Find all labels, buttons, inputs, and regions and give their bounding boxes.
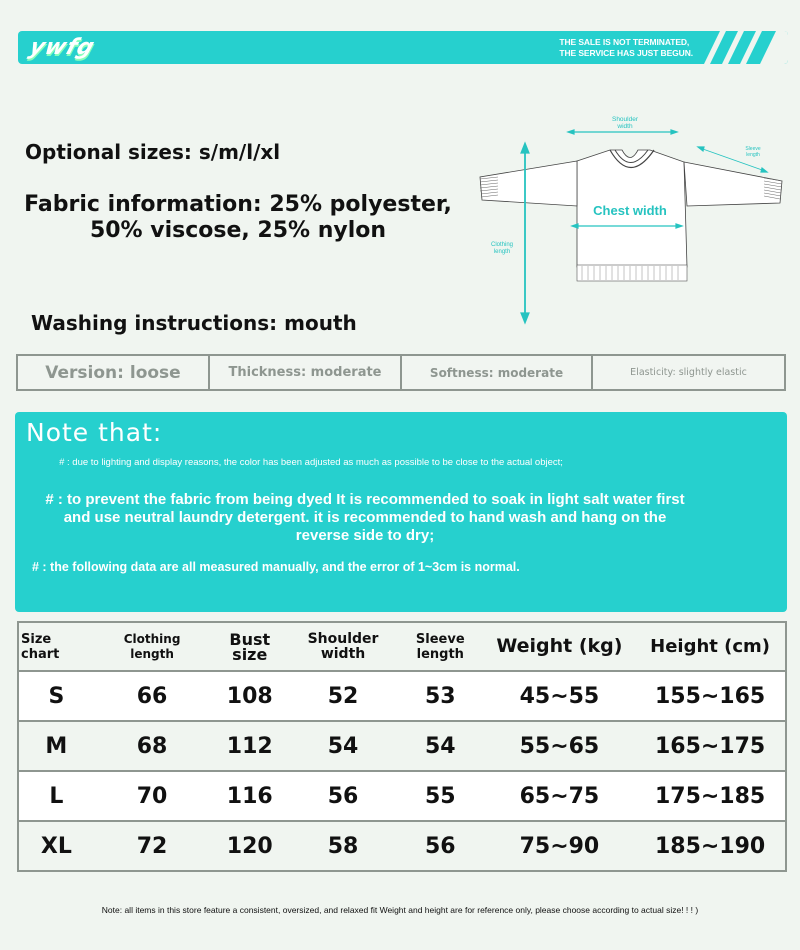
clothing-length-label <box>482 242 522 256</box>
table-row <box>18 771 786 821</box>
cell-sleeve-length: 55 <box>397 771 484 821</box>
banner-tagline <box>559 37 693 59</box>
cell-weight: 45~55 <box>484 671 636 721</box>
table-row <box>18 671 786 721</box>
fabric-line-2: 50% viscose, 25% nylon <box>89 218 387 243</box>
header-bust-size <box>210 622 289 671</box>
cell-sleeve-length: 56 <box>397 821 484 871</box>
cell-size: L <box>18 771 94 821</box>
size-chart-table <box>17 621 787 872</box>
fit-footnote: Note: all items in this store feature a consistent, oversized, and relaxed fit Weight and height are for reference only, please choose according to actual size! ! ! ) <box>101 905 699 915</box>
header-height <box>635 622 786 671</box>
label-line: length <box>493 249 511 255</box>
header-label: Shoulder <box>307 630 379 647</box>
notes-panel <box>15 412 787 612</box>
label-line: width <box>617 123 633 130</box>
cell-shoulder-width: 58 <box>289 821 397 871</box>
tagline-line-2: THE SERVICE HAS JUST BEGUN. <box>559 48 693 58</box>
washing-instructions: Washing instructions: mouth <box>31 311 357 335</box>
cell-size: XL <box>18 821 94 871</box>
attribute-thickness <box>210 356 402 389</box>
fabric-line-1: Fabric information: 25% polyester, <box>24 192 452 217</box>
table-header-row <box>18 622 786 671</box>
cell-shoulder-width: 54 <box>289 721 397 771</box>
fabric-information <box>18 192 458 244</box>
attribute-version <box>18 356 210 389</box>
chest-width-label: Chest width <box>593 203 667 218</box>
cell-height: 155~165 <box>635 671 786 721</box>
cell-clothing-length: 66 <box>94 671 211 721</box>
tagline-line-1: THE SALE IS NOT TERMINATED, <box>559 37 690 47</box>
cell-height: 165~175 <box>635 721 786 771</box>
cell-bust-size: 112 <box>210 721 289 771</box>
header-label: Height (cm) <box>650 636 771 657</box>
brand-logo: ywfg <box>26 35 99 60</box>
notes-title: Note that: <box>26 418 163 447</box>
label-line: Sleeve <box>745 146 761 152</box>
cell-clothing-length: 72 <box>94 821 211 871</box>
fabric-attributes-bar <box>16 354 786 391</box>
header-label: Sleeve <box>415 631 465 647</box>
attribute-softness <box>402 356 593 389</box>
cell-size: S <box>18 671 94 721</box>
note-color: # : due to lighting and display reasons, the color has been adjusted as much as possible to be close to the actual object; <box>59 457 563 468</box>
sleeve-length-label <box>738 146 768 158</box>
header-size-chart <box>18 622 94 671</box>
header-shoulder-width <box>289 622 397 671</box>
header-label: width <box>320 645 366 662</box>
header-label: length <box>130 646 174 661</box>
cell-weight: 65~75 <box>484 771 636 821</box>
cell-clothing-length: 70 <box>94 771 211 821</box>
cell-size: M <box>18 721 94 771</box>
table-row <box>18 821 786 871</box>
cell-height: 175~185 <box>635 771 786 821</box>
header-label: length <box>416 646 464 662</box>
label-line: Clothing <box>490 242 513 248</box>
sweater-measurement-diagram <box>470 105 800 330</box>
header-label: Bust size <box>229 629 271 664</box>
cell-weight: 75~90 <box>484 821 636 871</box>
header-label: Weight (kg) <box>496 635 623 657</box>
attribute-elasticity <box>593 356 784 389</box>
optional-sizes: Optional sizes: s/m/l/xl <box>25 140 281 164</box>
header-banner <box>18 31 788 64</box>
header-sleeve-length <box>397 622 484 671</box>
header-weight <box>484 622 636 671</box>
attribute-label: Softness: moderate <box>429 365 564 380</box>
cell-bust-size: 116 <box>210 771 289 821</box>
header-label: Size chart <box>21 631 60 662</box>
cell-sleeve-length: 53 <box>397 671 484 721</box>
note-washing: # : to prevent the fabric from being dyed It is recommended to soak in light salt water first and use neutral laundry detergent. it is recommended to hand wash and hang on the reverse side to dry; <box>45 491 685 544</box>
cell-bust-size: 108 <box>210 671 289 721</box>
cell-weight: 55~65 <box>484 721 636 771</box>
cell-sleeve-length: 54 <box>397 721 484 771</box>
cell-bust-size: 120 <box>210 821 289 871</box>
attribute-label: Elasticity: slightly elastic <box>630 367 747 378</box>
attribute-label: Thickness: moderate <box>228 365 382 380</box>
cell-height: 185~190 <box>635 821 786 871</box>
cell-shoulder-width: 56 <box>289 771 397 821</box>
stripes-decoration-icon <box>698 31 788 64</box>
label-line: length <box>746 152 760 158</box>
label-line: Shoulder <box>611 116 639 123</box>
header-label: Clothing <box>123 631 181 646</box>
table-row <box>18 721 786 771</box>
note-measurement: # : the following data are all measured manually, and the error of 1~3cm is normal. <box>32 560 520 574</box>
cell-clothing-length: 68 <box>94 721 211 771</box>
header-clothing-length <box>94 622 211 671</box>
attribute-label: Version: loose <box>45 362 181 383</box>
cell-shoulder-width: 52 <box>289 671 397 721</box>
shoulder-width-label <box>603 116 647 130</box>
